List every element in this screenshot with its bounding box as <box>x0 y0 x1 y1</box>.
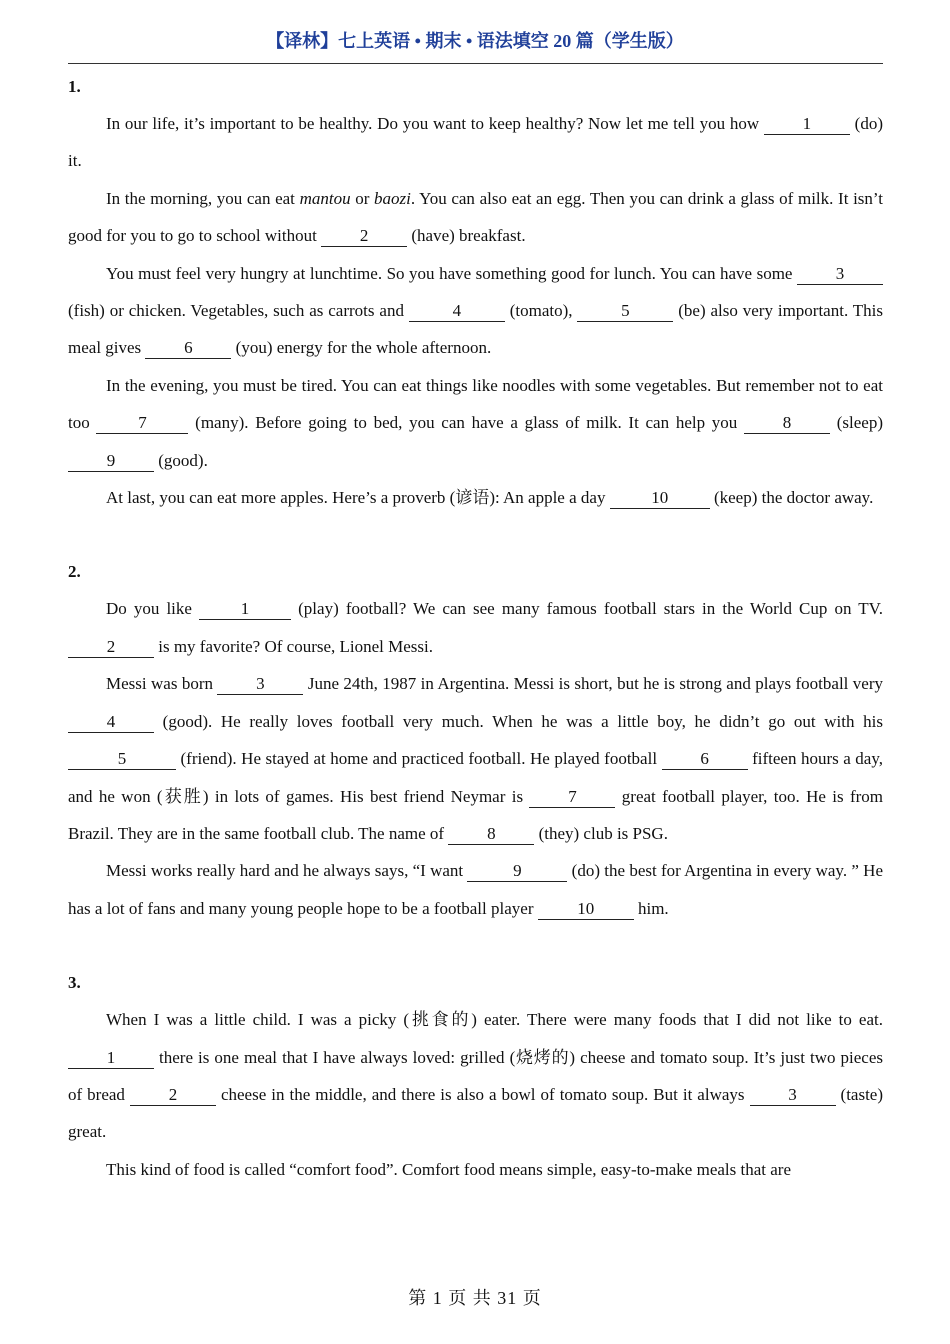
s1-paragraph-3: You must feel very hungry at lunchtime. So you have something good for lunch. You can have some 3 (fish) or chicken. Vegetables, such as carrots and 4 (tomato), 5 (be) also very important. This meal gives 6 (you) energy for the whole afternoon. <box>68 263 883 358</box>
page-header-title: 【译林】七上英语 • 期末 • 语法填空 20 篇（学生版） <box>266 31 684 51</box>
blank[interactable]: 5 <box>577 301 673 322</box>
s3-paragraph-2: This kind of food is called “comfort food”. Comfort food means simple, easy-to-make meals that are <box>106 1159 791 1179</box>
blank[interactable]: 6 <box>662 749 748 770</box>
s3-paragraph-1: When I was a little child. I was a picky (挑食的) eater. There were many foods that I did not like to eat. 1 there is one meal that I have always loved: grilled (烧烤的) cheese and tomato soup. It’s just two pieces of bread 2 cheese in the middle, and there is also a bowl of tomato soup. But it always 3 (taste) great. <box>68 1010 884 1142</box>
blank[interactable]: 2 <box>130 1085 216 1106</box>
blank[interactable]: 2 <box>68 637 154 658</box>
blank[interactable]: 10 <box>538 899 634 920</box>
blank[interactable]: 9 <box>467 861 567 882</box>
header-divider <box>68 63 883 64</box>
blank[interactable]: 6 <box>145 338 231 359</box>
blank[interactable]: 4 <box>409 301 505 322</box>
blank[interactable]: 8 <box>744 413 830 434</box>
blank[interactable]: 9 <box>68 451 154 472</box>
page-footer: 第 1 页 共 31 页 <box>408 1288 542 1308</box>
s1-paragraph-2: In the morning, you can eat mantou or baozi. You can also eat an egg. Then you can drink a glass of milk. It isn’t good for you to go to school without 2 (have) breakfast. <box>68 188 883 246</box>
document-body <box>68 68 883 1188</box>
blank[interactable]: 4 <box>68 712 154 733</box>
blank[interactable]: 3 <box>750 1085 836 1106</box>
blank[interactable]: 3 <box>217 674 303 695</box>
section-2-number: 2. <box>68 562 81 582</box>
section-1-number: 1. <box>68 77 81 96</box>
s2-paragraph-1: Do you like 1 (play) football? We can see many famous football stars in the World Cup on TV. 2 is my favorite? Of course, Lionel Messi. <box>68 590 883 665</box>
s2-paragraph-2: Messi was born 3 June 24th, 1987 in Argentina. Messi is short, but he is strong and plays football very 4 (good). He really loves football very much. When he was a little boy, he didn’t go out with his 5 (friend). He stayed at home and practiced football. He played football 6 fifteen hours a day, and he won (获胜) in lots of games. His best friend Neymar is 7 great football player, too. He is from Brazil. They are in the same football club. The name of 8 (they) club is PSG. <box>68 674 883 843</box>
section-3-number: 3. <box>68 973 81 993</box>
blank[interactable]: 8 <box>448 824 534 845</box>
s1-paragraph-5: At last, you can eat more apples. Here’s a proverb (谚语): An apple a day 10 (keep) the doctor away. <box>106 488 874 508</box>
blank[interactable]: 5 <box>68 749 176 770</box>
blank[interactable]: 7 <box>529 787 615 808</box>
blank[interactable]: 10 <box>610 488 710 509</box>
blank[interactable]: 3 <box>797 264 883 285</box>
blank[interactable]: 1 <box>764 114 850 135</box>
blank[interactable]: 7 <box>96 413 188 434</box>
blank[interactable]: 1 <box>199 599 291 620</box>
s1-paragraph-4: In the evening, you must be tired. You can eat things like noodles with some vegetables. But remember not to eat too 7 (many). Before going to bed, you can have a glass of milk. It can help you 8 (sleep) 9 (good). <box>68 375 883 470</box>
blank[interactable]: 1 <box>68 1048 154 1069</box>
s2-paragraph-3: Messi works really hard and he always says, “I want 9 (do) the best for Argentina in every way. ” He has a lot of fans and many young people hope to be a football player 10 him. <box>68 861 883 918</box>
blank[interactable]: 2 <box>321 226 407 247</box>
s1-paragraph-1: In our life, it’s important to be healthy. Do you want to keep healthy? Now let me tell you how 1 (do) it. <box>68 114 883 171</box>
